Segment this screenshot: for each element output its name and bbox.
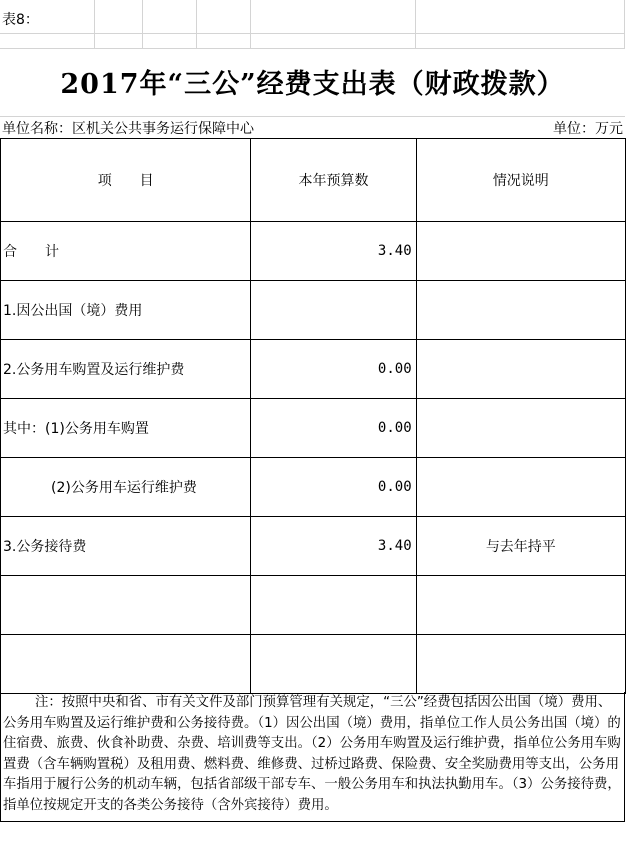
page-title: 2017年“三公”经费支出表（财政拨款） [60, 69, 565, 100]
row-desc-vehicles[interactable] [416, 340, 625, 399]
row-budget-empty[interactable] [251, 635, 416, 694]
unit-name: 单位名称：区机关公共事务运行保障中心 [2, 121, 254, 137]
grid-line [415, 0, 416, 48]
row-item-empty[interactable] [1, 635, 251, 694]
row-item-empty[interactable] [1, 576, 251, 635]
table-row [1, 340, 626, 399]
header-desc[interactable]: 情况说明 [416, 139, 625, 222]
row-item-total[interactable]: 合 计 [1, 222, 251, 281]
grid-line [196, 0, 197, 48]
row-item-vehicles[interactable]: 2.公务用车购置及运行维护费 [1, 340, 251, 399]
table-row [1, 399, 626, 458]
table-header-row [1, 139, 626, 222]
row-budget-total[interactable]: 3.40 [251, 222, 416, 281]
row-budget-reception[interactable]: 3.40 [251, 517, 416, 576]
grid-line [94, 0, 95, 48]
row-desc-vehicle-maintenance[interactable] [416, 458, 625, 517]
grid-line [0, 33, 625, 34]
table-row [1, 281, 626, 340]
table-row [1, 517, 626, 576]
row-budget-vehicles[interactable]: 0.00 [251, 340, 416, 399]
row-budget-overseas[interactable] [251, 281, 416, 340]
header-item[interactable]: 项 目 [1, 139, 251, 222]
table-row [1, 576, 626, 635]
row-desc-vehicle-purchase[interactable] [416, 399, 625, 458]
unit-label: 单位：万元 [553, 121, 623, 137]
table-row [1, 222, 626, 281]
table-row [1, 635, 626, 694]
sheet-grid-top [0, 0, 625, 48]
row-budget-vehicle-purchase[interactable]: 0.00 [251, 399, 416, 458]
unit-row [0, 116, 625, 138]
table-row [1, 458, 626, 517]
sheet-label: 表8： [2, 12, 39, 28]
expense-table [0, 138, 626, 694]
row-item-vehicle-purchase[interactable]: 其中：(1)公务用车购置 [1, 399, 251, 458]
grid-line [142, 0, 143, 48]
row-item-reception[interactable]: 3.公务接待费 [1, 517, 251, 576]
grid-line [250, 0, 251, 48]
row-budget-empty[interactable] [251, 576, 416, 635]
footnote: 注：按照中央和省、市有关文件及部门预算管理有关规定，“三公”经费包括因公出国（境）费用、公务用车购置及运行维护费和公务接待费。（1）因公出国（境）费用，指单位工作人员公务出国（境）的住宿费、旅费、伙食补助费、杂费、培训费等支出。（2）公务用车购置及运行维护费，指单位公务用车购置费（含车辆购置税）及租用费、燃料费、维修费、过桥过路费、保险费、安全奖励费用等支出，公务用车指用于履行公务的机动车辆，包括省部级干部专车、一般公务用车和执法执勤用车。（3）公务接待费，指单位按规定开支的各类公务接待（含外宾接待）费用。 [0, 692, 625, 822]
row-desc-overseas[interactable] [416, 281, 625, 340]
row-desc-total[interactable] [416, 222, 625, 281]
header-budget[interactable]: 本年预算数 [251, 139, 416, 222]
row-budget-vehicle-maintenance[interactable]: 0.00 [251, 458, 416, 517]
row-desc-empty[interactable] [416, 635, 625, 694]
grid-line [0, 48, 625, 49]
grid-line [624, 0, 625, 48]
row-item-vehicle-maintenance[interactable]: (2)公务用车运行维护费 [1, 458, 251, 517]
row-desc-reception[interactable]: 与去年持平 [416, 517, 625, 576]
row-desc-empty[interactable] [416, 576, 625, 635]
row-item-overseas[interactable]: 1.因公出国（境）费用 [1, 281, 251, 340]
